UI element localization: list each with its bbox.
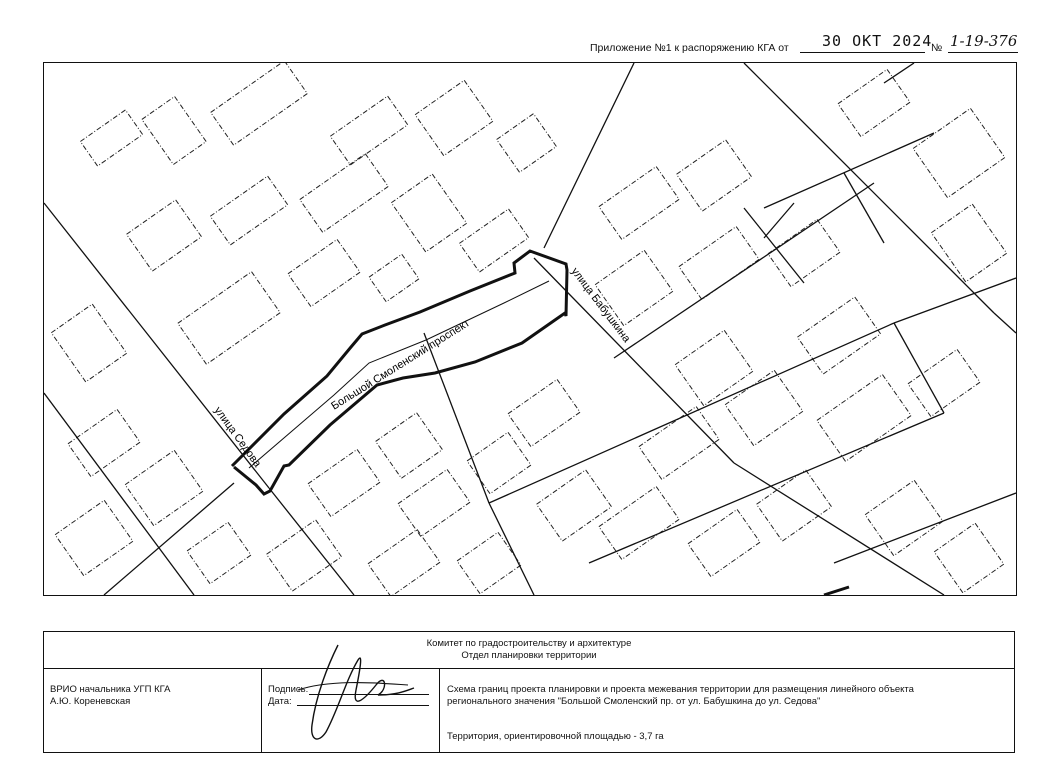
street-line [44,393,194,595]
map-drawing [44,63,1016,595]
building-footprint [934,523,1004,593]
building-footprint [55,500,133,575]
building-footprint [467,432,531,493]
order-number: 1-19-376 [950,32,1018,50]
building-footprint [415,80,493,155]
department-name: Отдел планировки территории [461,650,597,661]
street-line [269,488,354,595]
building-footprint [211,63,308,145]
building-footprint [330,96,407,165]
street-line [44,203,269,488]
description-cell [439,668,1014,752]
building-footprint [838,69,910,136]
street-line [534,258,734,463]
building-footprint [675,330,753,405]
building-footprint [677,140,752,211]
number-label: № [931,42,943,54]
number-underline [948,52,1018,53]
building-footprint [142,97,206,165]
building-footprint [187,522,251,583]
building-footprint [679,227,759,300]
committee-name: Комитет по градостроительству и архитектуре [426,638,632,649]
area-text: Территория, ориентировочной площадью - 3,7 га [447,731,664,742]
building-footprint [599,167,679,240]
boundary-fragment [824,587,849,595]
building-footprint [537,470,612,541]
official-position: ВРИО начальника УГП КГА [50,684,171,695]
official-cell [44,668,262,752]
street-label-sedova: улица Седова [211,404,264,470]
description-line-1: Схема границ проекта планировки и проекта межевания территории для размещения линейного объекта [447,684,914,695]
street-line [764,203,794,238]
street-label-babushkina: улица Бабушкина [568,265,633,345]
site-map [43,62,1017,596]
building-footprint [599,487,679,560]
date-label: Дата: [268,696,292,707]
building-footprint [931,204,1006,282]
description-line-2: регионального значения "Большой Смоленский пр. от ул. Бабушкина до ул. Седова" [447,696,821,707]
title-block [43,631,1015,753]
official-person: А.Ю. Кореневская [50,696,131,707]
building-footprint [398,469,470,536]
street-line [734,463,944,595]
building-footprint [908,349,980,416]
street-line [834,493,1016,563]
building-footprint [817,375,911,462]
signature-label: Подпись: [268,684,309,695]
building-footprint [288,239,360,306]
street-line [489,503,534,595]
building-footprint [757,470,832,541]
stamp-header [44,632,1014,669]
building-footprint [127,200,202,271]
building-footprint [51,304,126,382]
street-line [744,208,804,283]
street-line [884,63,914,83]
street-lines [44,63,1016,595]
document-header [560,30,1030,58]
building-footprint [210,176,287,245]
street-line [544,63,634,248]
building-footprint [865,480,943,555]
building-footprint [376,413,443,479]
building-footprint [497,114,557,173]
street-label-bolshoy-smolensky: Большой Смоленский проспект [329,317,472,413]
building-footprint [125,450,203,525]
street-line [614,183,874,358]
building-footprint [913,108,1005,197]
street-line [744,63,994,313]
handwritten-signature [268,640,418,750]
building-footprint [391,174,466,252]
building-footprint [300,154,388,233]
street-line [424,333,489,503]
street-line [994,313,1016,333]
building-footprint [797,297,880,374]
street-centerline [249,281,549,468]
building-footprint [178,272,280,365]
building-footprint [508,379,580,446]
building-footprint [459,209,528,272]
building-footprint [725,370,803,445]
building-footprint [369,254,419,302]
building-footprint [688,509,760,576]
building-footprint [639,407,719,480]
date-underline [800,52,925,53]
order-date: 30 ОКТ 2024 [822,32,933,50]
building-footprint [68,409,140,476]
building-footprint [308,449,380,516]
street-line [764,133,934,208]
building-footprint [267,520,342,591]
buildings [51,63,1006,595]
appendix-text: Приложение №1 к распоряжению КГА от [590,42,789,54]
building-footprint [457,532,521,593]
street-line [489,323,894,503]
building-footprint [368,529,440,595]
building-footprint [80,110,142,166]
